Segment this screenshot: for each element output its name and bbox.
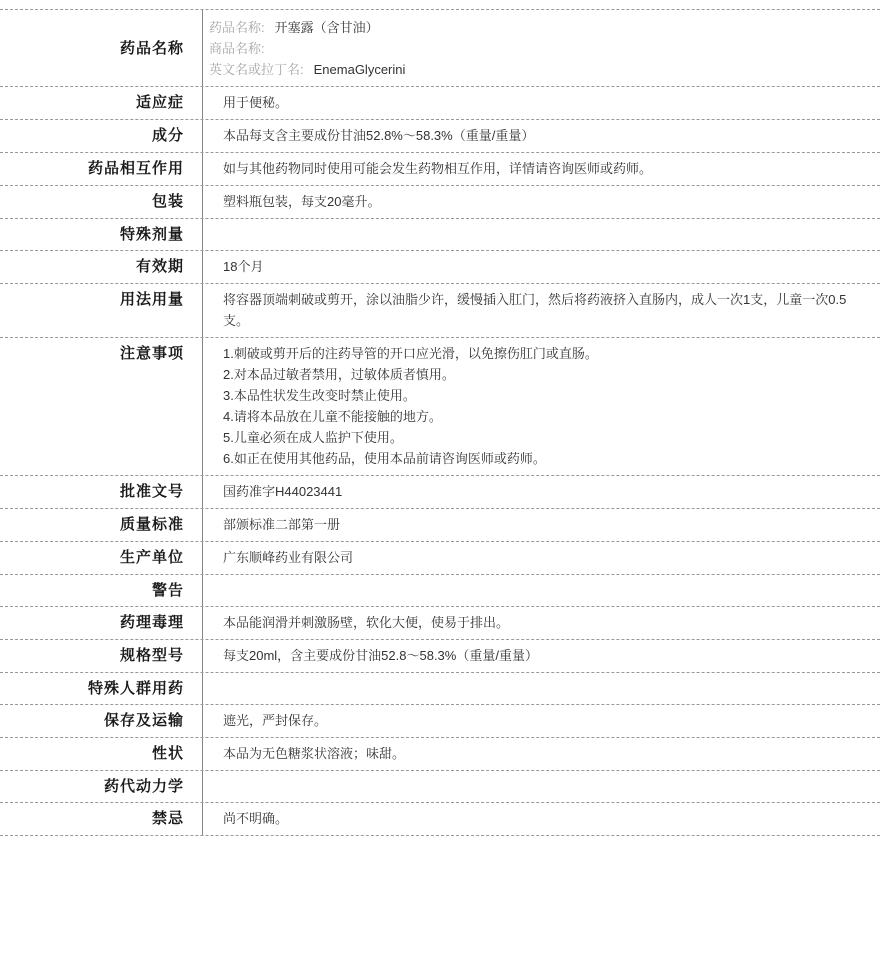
row-value (203, 771, 880, 802)
field-value: EnemaGlycerini (313, 62, 406, 77)
row-label: 药理毒理 (0, 607, 203, 639)
table-row (0, 338, 880, 476)
row-label: 注意事项 (0, 338, 203, 475)
row-value: 如与其他药物同时使用可能会发生药物相互作用，详情请咨询医师或药师。 (223, 161, 653, 176)
row-label: 成分 (0, 120, 203, 152)
precaution-line: 6.如正在使用其他药品，使用本品前请咨询医师或药师。 (223, 451, 546, 466)
table-row (0, 153, 880, 186)
row-value: 本品为无色糖浆状溶液；味甜。 (223, 746, 406, 761)
table-row (0, 219, 880, 251)
table-row (0, 284, 880, 338)
row-label: 药代动力学 (0, 771, 203, 802)
row-value: 每支20ml，含主要成份甘油52.8～58.3%（重量/重量） (223, 648, 538, 663)
name-field-line (209, 17, 866, 38)
row-label: 警告 (0, 575, 203, 606)
row-label: 规格型号 (0, 640, 203, 672)
row-label: 特殊剂量 (0, 219, 203, 250)
row-value: 用于便秘。 (223, 95, 289, 110)
precaution-line: 1.刺破或剪开后的注药导管的开口应光滑，以免擦伤肛门或直肠。 (223, 346, 598, 361)
row-label: 用法用量 (0, 284, 203, 337)
table-row (0, 575, 880, 607)
row-value (203, 219, 880, 250)
table-row (0, 607, 880, 640)
table-row (0, 120, 880, 153)
field-label: 药品名称: (209, 20, 265, 35)
field-value: 开塞露（含甘油） (274, 20, 379, 35)
row-label: 药品名称 (0, 10, 203, 86)
row-value: 尚不明确。 (223, 811, 289, 826)
table-row (0, 673, 880, 705)
row-label: 适应症 (0, 87, 203, 119)
row-label: 生产单位 (0, 542, 203, 574)
table-row (0, 738, 880, 771)
row-label: 禁忌 (0, 803, 203, 835)
row-value (203, 575, 880, 606)
table-row (0, 542, 880, 575)
row-value: 部颁标准二部第一册 (223, 517, 341, 532)
row-value (203, 338, 880, 475)
precaution-line: 3.本品性状发生改变时禁止使用。 (223, 388, 416, 403)
precaution-line: 5.儿童必须在成人监护下使用。 (223, 430, 403, 445)
row-value: 广东顺峰药业有限公司 (223, 550, 354, 565)
table-row (0, 251, 880, 284)
drug-info-table (0, 9, 880, 836)
row-value (203, 673, 880, 704)
table-row (0, 771, 880, 803)
row-value: 本品每支含主要成份甘油52.8%～58.3%（重量/重量） (223, 128, 535, 143)
field-label: 英文名或拉丁名: (209, 62, 304, 77)
name-field-line (209, 59, 866, 80)
table-row (0, 186, 880, 219)
row-value: 遮光，严封保存。 (223, 713, 328, 728)
row-value: 本品能润滑并刺激肠壁，软化大便，使易于排出。 (223, 615, 510, 630)
row-label: 包装 (0, 186, 203, 218)
table-row (0, 476, 880, 509)
row-value: 将容器顶端刺破或剪开，涂以油脂少许，缓慢插入肛门，然后将药液挤入直肠内，成人一次1支，儿童一次0.5支。 (223, 292, 847, 328)
table-row (0, 705, 880, 738)
row-label: 特殊人群用药 (0, 673, 203, 704)
table-row (0, 509, 880, 542)
row-value: 国药准字H44023441 (223, 484, 343, 499)
row-label: 性状 (0, 738, 203, 770)
field-label: 商品名称: (209, 41, 265, 56)
row-label: 药品相互作用 (0, 153, 203, 185)
row-label: 质量标准 (0, 509, 203, 541)
table-row (0, 9, 880, 87)
row-value (203, 10, 880, 86)
table-row (0, 87, 880, 120)
table-row (0, 640, 880, 673)
table-row (0, 803, 880, 836)
row-value: 塑料瓶包装，每支20毫升。 (223, 194, 381, 209)
name-field-line (209, 38, 866, 59)
row-label: 有效期 (0, 251, 203, 283)
row-label: 批准文号 (0, 476, 203, 508)
row-value: 18个月 (223, 259, 264, 274)
row-label: 保存及运输 (0, 705, 203, 737)
precaution-line: 2.对本品过敏者禁用，过敏体质者慎用。 (223, 367, 455, 382)
precaution-line: 4.请将本品放在儿童不能接触的地方。 (223, 409, 442, 424)
